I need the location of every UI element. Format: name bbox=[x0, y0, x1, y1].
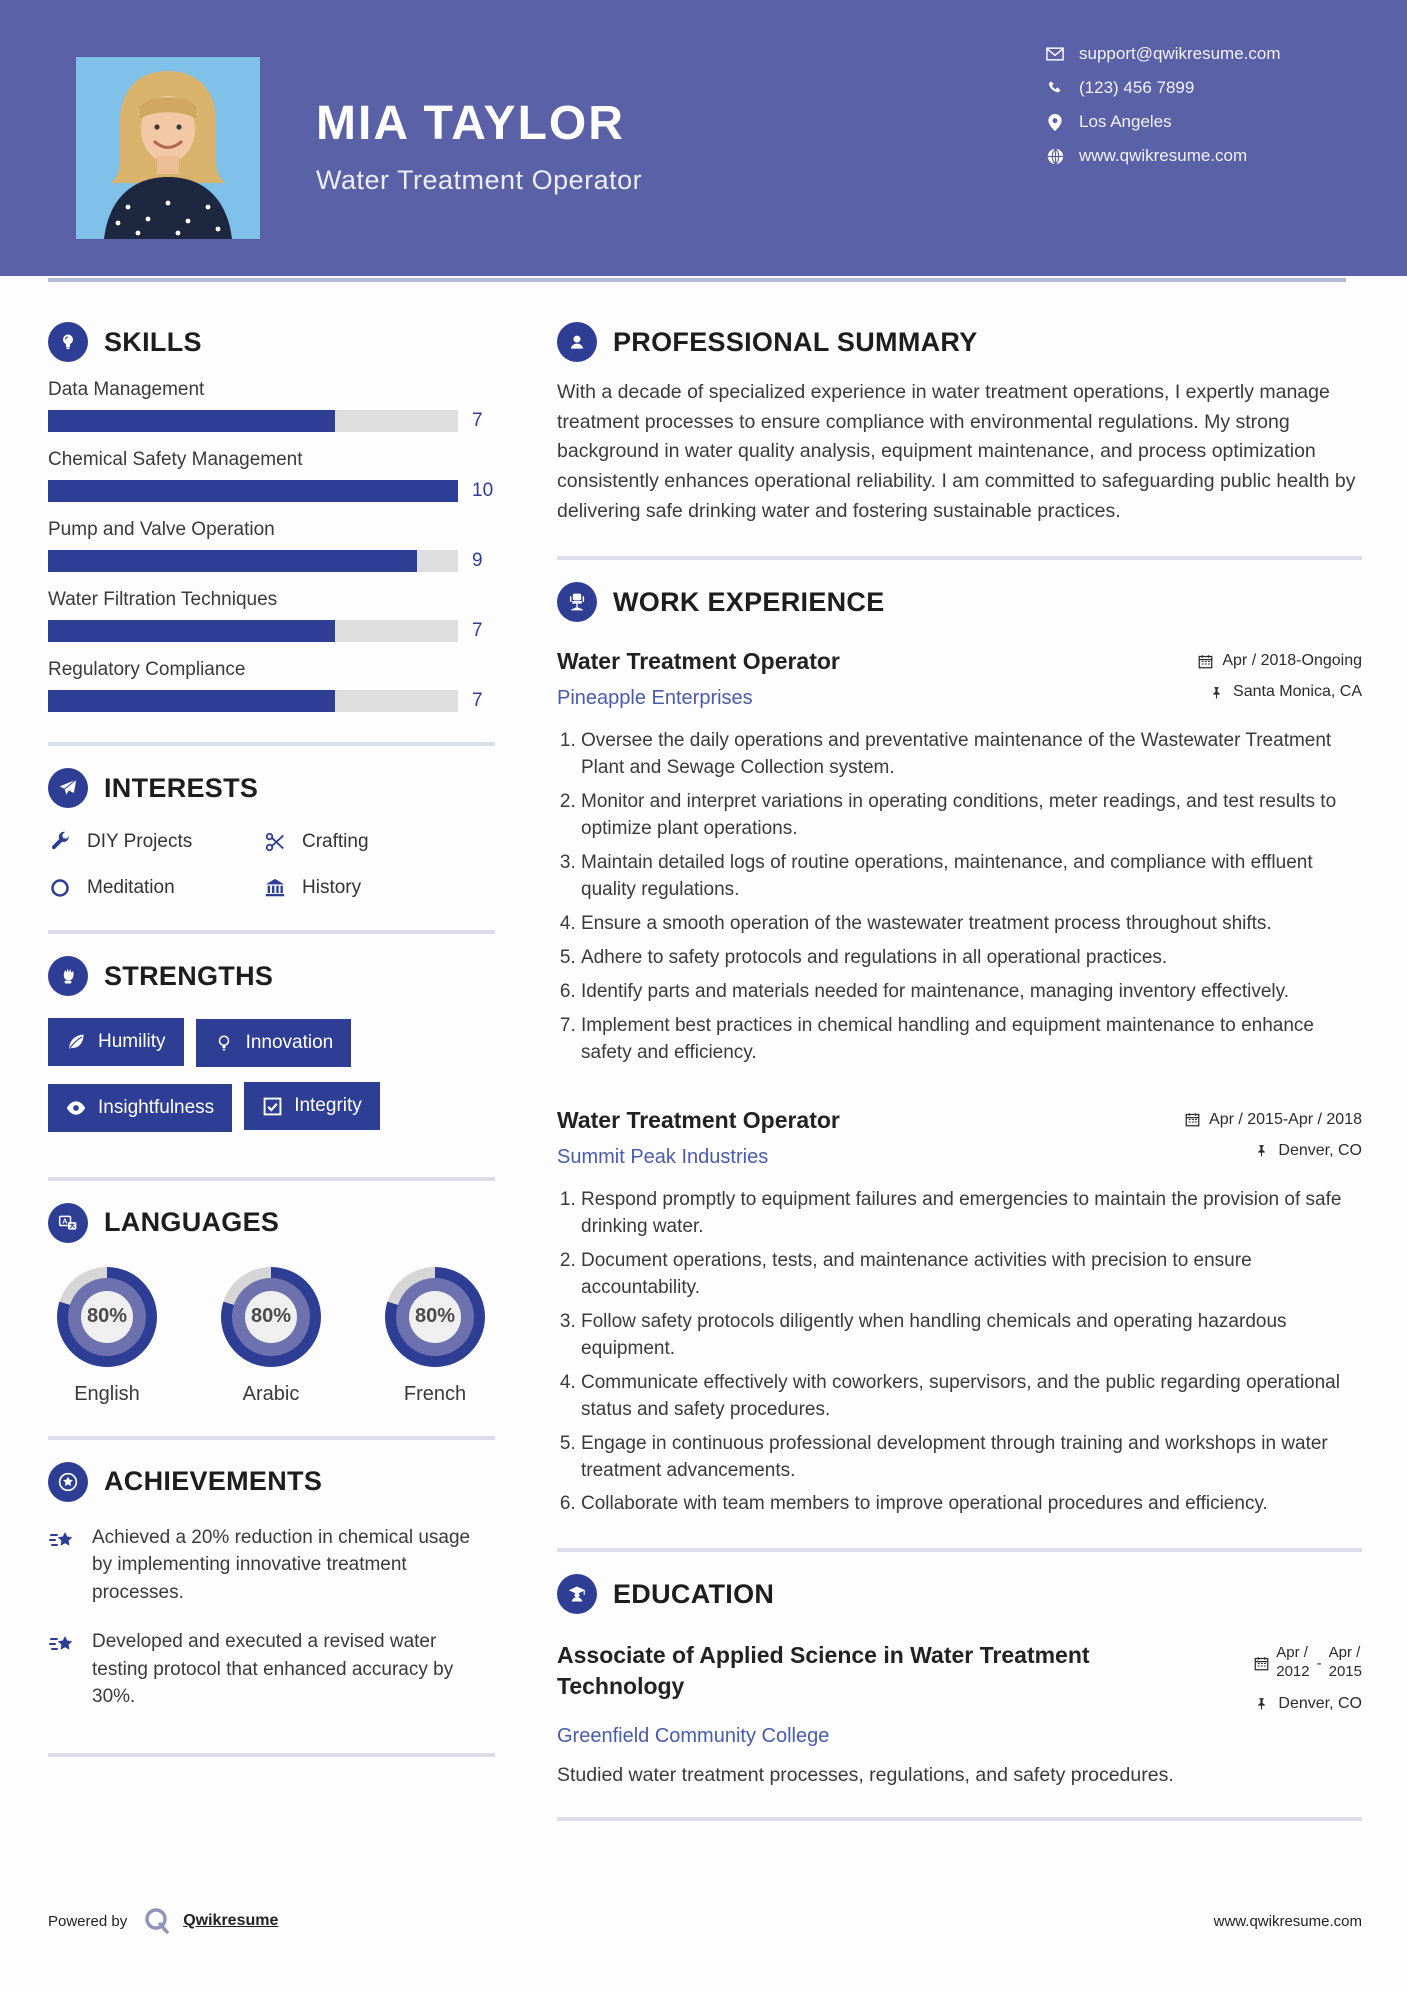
person-name: MIA TAYLOR bbox=[316, 97, 625, 150]
education-description: Studied water treatment processes, regulations, and safety procedures. bbox=[557, 1763, 1174, 1786]
strength-badge bbox=[196, 1019, 352, 1067]
contact-location-text: Los Angeles bbox=[1079, 112, 1172, 131]
skill-bar-fill bbox=[48, 550, 417, 572]
star-medal-icon bbox=[48, 1462, 88, 1502]
job-bullet: 6. Collaborate with team members to improve operational procedures and efficiency. bbox=[581, 1491, 1362, 1518]
achievement-item bbox=[48, 1524, 495, 1607]
translate-icon bbox=[48, 1203, 88, 1243]
section-divider bbox=[557, 556, 1362, 560]
interest-item bbox=[263, 830, 495, 854]
skill-item bbox=[48, 659, 495, 712]
achievements-section-header bbox=[48, 1462, 495, 1502]
language-item bbox=[48, 1267, 166, 1406]
page-footer bbox=[48, 1905, 1362, 1937]
location-icon bbox=[1046, 113, 1064, 131]
skill-bar-fill bbox=[48, 690, 335, 712]
job-bullet: 1. Respond promptly to equipment failures and emergencies to maintain the provision of safe drinking water. bbox=[581, 1187, 1362, 1241]
job-title: Water Treatment Operator bbox=[557, 1106, 840, 1133]
education-heading: EDUCATION bbox=[613, 1578, 775, 1609]
contact-website bbox=[1046, 146, 1281, 166]
language-donut bbox=[385, 1267, 485, 1367]
strength-badge bbox=[244, 1082, 380, 1130]
pushpin-icon bbox=[1253, 1696, 1269, 1712]
education-school: Greenfield Community College bbox=[557, 1724, 830, 1747]
skill-value: 7 bbox=[472, 620, 483, 641]
section-divider bbox=[48, 930, 495, 934]
language-item bbox=[212, 1267, 330, 1406]
calendar-icon bbox=[1253, 1655, 1269, 1671]
skill-bar-fill bbox=[48, 480, 458, 502]
job-bullet-list bbox=[557, 728, 1362, 1067]
phone-icon bbox=[1046, 79, 1064, 97]
skill-bar-track bbox=[48, 620, 458, 642]
job-bullet: 3. Follow safety protocols diligently when handling chemicals and operating hazardous equipment. bbox=[581, 1309, 1362, 1363]
language-percent: 80% bbox=[245, 1291, 297, 1343]
leaf-icon bbox=[66, 1032, 86, 1052]
education-location-text: Denver, CO bbox=[1278, 1694, 1362, 1712]
experience-section-header bbox=[557, 582, 1362, 622]
languages-section-header bbox=[48, 1203, 495, 1243]
education-date-end: Apr / 2015 bbox=[1328, 1644, 1362, 1681]
lightbulb-icon bbox=[48, 322, 88, 362]
job-bullet: 5. Adhere to safety protocols and regulations in all operational practices. bbox=[581, 945, 1362, 972]
section-divider bbox=[557, 1817, 1362, 1821]
interests-heading: INTERESTS bbox=[104, 772, 259, 803]
job-bullet: 5. Engage in continuous professional development through training and workshops in water treatment advancements. bbox=[581, 1431, 1362, 1485]
paper-plane-icon bbox=[48, 768, 88, 808]
contact-phone bbox=[1046, 78, 1281, 98]
skill-value: 7 bbox=[472, 690, 483, 711]
education-degree: Associate of Applied Science in Water Treatment Technology bbox=[557, 1642, 1090, 1700]
contact-list bbox=[1046, 44, 1281, 166]
education-dates bbox=[1253, 1644, 1362, 1682]
calendar-icon bbox=[1184, 1112, 1200, 1128]
skill-label: Data Management bbox=[48, 379, 205, 400]
contact-email bbox=[1046, 44, 1281, 64]
job-location bbox=[1208, 683, 1362, 701]
summary-text: With a decade of specialized experience in water treatment operations, I expertly manage treatment processes to ensure compliance with environmental regulations. My strong background in water quality analysis, equipment maintenance, and process optimization consistently enhances operational reliability. I am committed to safeguarding public health by delivering safe drinking water and fostering sustainable practices. bbox=[557, 381, 1356, 522]
footer-website-text: www.qwikresume.com bbox=[1213, 1912, 1362, 1930]
job-bullet: 4. Communicate effectively with coworkers, supervisors, and the public regarding operational status and safety procedures. bbox=[581, 1370, 1362, 1424]
contact-phone-text: (123) 456 7899 bbox=[1079, 78, 1195, 97]
interest-item bbox=[263, 876, 495, 900]
header-banner bbox=[0, 0, 1407, 276]
language-label: Arabic bbox=[242, 1382, 300, 1405]
shooting-star-icon bbox=[48, 1526, 76, 1554]
skill-item bbox=[48, 379, 495, 432]
job-bullet: 2. Monitor and interpret variations in operating conditions, meter readings, and test results to optimize plant operations. bbox=[581, 789, 1362, 843]
museum-icon bbox=[263, 876, 287, 900]
powered-by-text: Powered by bbox=[48, 1912, 128, 1930]
contact-location bbox=[1046, 112, 1281, 132]
contact-email-text: support@qwikresume.com bbox=[1079, 44, 1281, 63]
scissors-icon bbox=[263, 830, 287, 854]
interest-label: Crafting bbox=[302, 831, 369, 852]
section-divider bbox=[557, 1548, 1362, 1552]
skill-bar-track bbox=[48, 550, 458, 572]
bulb-icon bbox=[214, 1033, 234, 1053]
skills-heading: SKILLS bbox=[104, 326, 202, 357]
skill-label: Water Filtration Techniques bbox=[48, 589, 278, 610]
strength-badge bbox=[48, 1018, 184, 1066]
job-bullet: 7. Implement best practices in chemical handling and equipment maintenance to enhance safety and efficiency. bbox=[581, 1013, 1362, 1067]
profile-photo-illustration bbox=[76, 57, 260, 239]
fist-icon bbox=[48, 956, 88, 996]
skill-bar-track bbox=[48, 480, 458, 502]
summary-section-header bbox=[557, 322, 1362, 362]
job-dates-text: Apr / 2018-Ongoing bbox=[1222, 652, 1362, 670]
eye-icon bbox=[66, 1098, 86, 1118]
skill-bar-track bbox=[48, 410, 458, 432]
strength-label: Innovation bbox=[245, 1032, 334, 1053]
shooting-star-icon bbox=[48, 1630, 76, 1658]
skill-item bbox=[48, 519, 495, 572]
skill-bar-fill bbox=[48, 410, 335, 432]
language-percent: 80% bbox=[409, 1291, 461, 1343]
section-divider bbox=[48, 742, 495, 746]
language-label: French bbox=[403, 1382, 467, 1405]
person-title: Water Treatment Operator bbox=[316, 165, 643, 195]
calendar-icon bbox=[1197, 653, 1213, 669]
left-column bbox=[48, 300, 495, 1829]
strengths-section-header bbox=[48, 956, 495, 996]
profile-photo bbox=[76, 57, 260, 239]
check-square-icon bbox=[262, 1096, 282, 1116]
globe-icon bbox=[1046, 147, 1064, 165]
education-entry bbox=[557, 1640, 1362, 1787]
interest-item bbox=[48, 876, 263, 900]
education-date-separator: - bbox=[1316, 1654, 1322, 1672]
job-dates bbox=[1184, 1111, 1362, 1129]
interest-list bbox=[48, 830, 495, 900]
achievement-text: Achieved a 20% reduction in chemical usage by implementing innovative treatment processes. bbox=[92, 1526, 471, 1603]
job-dates-text: Apr / 2015-Apr / 2018 bbox=[1209, 1110, 1362, 1128]
job-bullet: 4. Ensure a smooth operation of the wastewater treatment process throughout shifts. bbox=[581, 911, 1362, 938]
achievements-heading: ACHIEVEMENTS bbox=[104, 1466, 323, 1496]
section-divider bbox=[48, 1177, 495, 1181]
skill-bar-track bbox=[48, 690, 458, 712]
qwikresume-link[interactable]: Qwikresume bbox=[183, 1912, 279, 1929]
pushpin-icon bbox=[1208, 684, 1224, 700]
strength-label: Insightfulness bbox=[98, 1096, 215, 1118]
language-label: English bbox=[74, 1382, 140, 1405]
job-entry bbox=[557, 648, 1362, 1067]
strengths-heading: STRENGTHS bbox=[104, 960, 274, 991]
job-company: Summit Peak Industries bbox=[557, 1145, 769, 1168]
skills-section-header bbox=[48, 322, 495, 362]
interest-label: History bbox=[302, 877, 362, 898]
job-location-text: Santa Monica, CA bbox=[1233, 683, 1362, 701]
interest-label: DIY Projects bbox=[87, 831, 193, 852]
circle-icon bbox=[48, 876, 72, 900]
skill-value: 9 bbox=[472, 550, 483, 571]
email-icon bbox=[1046, 45, 1064, 63]
languages-heading: LANGUAGES bbox=[104, 1207, 280, 1237]
experience-heading: WORK EXPERIENCE bbox=[613, 586, 885, 617]
graduate-icon bbox=[557, 1574, 597, 1614]
education-location bbox=[1253, 1695, 1362, 1713]
interest-label: Meditation bbox=[87, 877, 175, 898]
language-percent: 80% bbox=[81, 1291, 133, 1343]
banner-divider bbox=[48, 278, 1346, 282]
language-donut bbox=[221, 1267, 321, 1367]
svg-text:A: A bbox=[62, 1217, 68, 1226]
skill-bar-fill bbox=[48, 620, 335, 642]
skill-value: 7 bbox=[472, 410, 483, 431]
wrench-icon bbox=[48, 830, 72, 854]
strength-label: Integrity bbox=[294, 1095, 362, 1116]
education-date-start: Apr / 2012 bbox=[1276, 1644, 1310, 1681]
skill-label: Pump and Valve Operation bbox=[48, 519, 275, 540]
interest-item bbox=[48, 830, 263, 854]
skill-item bbox=[48, 589, 495, 642]
job-title: Water Treatment Operator bbox=[557, 648, 840, 675]
pushpin-icon bbox=[1253, 1143, 1269, 1159]
contact-website-text: www.qwikresume.com bbox=[1079, 146, 1248, 165]
strength-badge bbox=[48, 1084, 232, 1132]
right-column bbox=[557, 300, 1362, 1829]
achievement-text: Developed and executed a revised water testing protocol that enhanced accuracy by 30%. bbox=[92, 1631, 454, 1708]
job-bullet-list bbox=[557, 1187, 1362, 1519]
language-item bbox=[376, 1267, 494, 1406]
language-list bbox=[48, 1267, 495, 1406]
skill-label: Chemical Safety Management bbox=[48, 449, 303, 470]
skill-value: 10 bbox=[472, 480, 494, 501]
qwikresume-logo-icon bbox=[141, 1905, 173, 1937]
job-location bbox=[1253, 1142, 1362, 1160]
achievement-item bbox=[48, 1628, 495, 1711]
user-icon bbox=[557, 322, 597, 362]
summary-heading: PROFESSIONAL SUMMARY bbox=[613, 326, 978, 357]
strength-label: Humility bbox=[98, 1031, 166, 1052]
language-donut bbox=[57, 1267, 157, 1367]
job-location-text: Denver, CO bbox=[1278, 1141, 1362, 1159]
job-entry bbox=[557, 1107, 1362, 1519]
job-dates bbox=[1197, 652, 1362, 670]
skill-label: Regulatory Compliance bbox=[48, 659, 246, 680]
job-bullet: 3. Maintain detailed logs of routine operations, maintenance, and compliance with effluent quality regulations. bbox=[581, 850, 1362, 904]
job-bullet: 6. Identify parts and materials needed for maintenance, managing inventory effectively. bbox=[581, 979, 1362, 1006]
skill-item bbox=[48, 449, 495, 502]
office-chair-icon bbox=[557, 582, 597, 622]
job-bullet: 2. Document operations, tests, and maintenance activities with precision to ensure accountability. bbox=[581, 1248, 1362, 1302]
section-divider bbox=[48, 1753, 495, 1757]
interests-section-header bbox=[48, 768, 495, 808]
strength-badges bbox=[48, 1018, 495, 1147]
job-company: Pineapple Enterprises bbox=[557, 687, 753, 710]
job-bullet: 1. Oversee the daily operations and preventative maintenance of the Wastewater Treatment Plant and Sewage Collection system. bbox=[581, 728, 1362, 782]
education-section-header bbox=[557, 1574, 1362, 1614]
section-divider bbox=[48, 1436, 495, 1440]
